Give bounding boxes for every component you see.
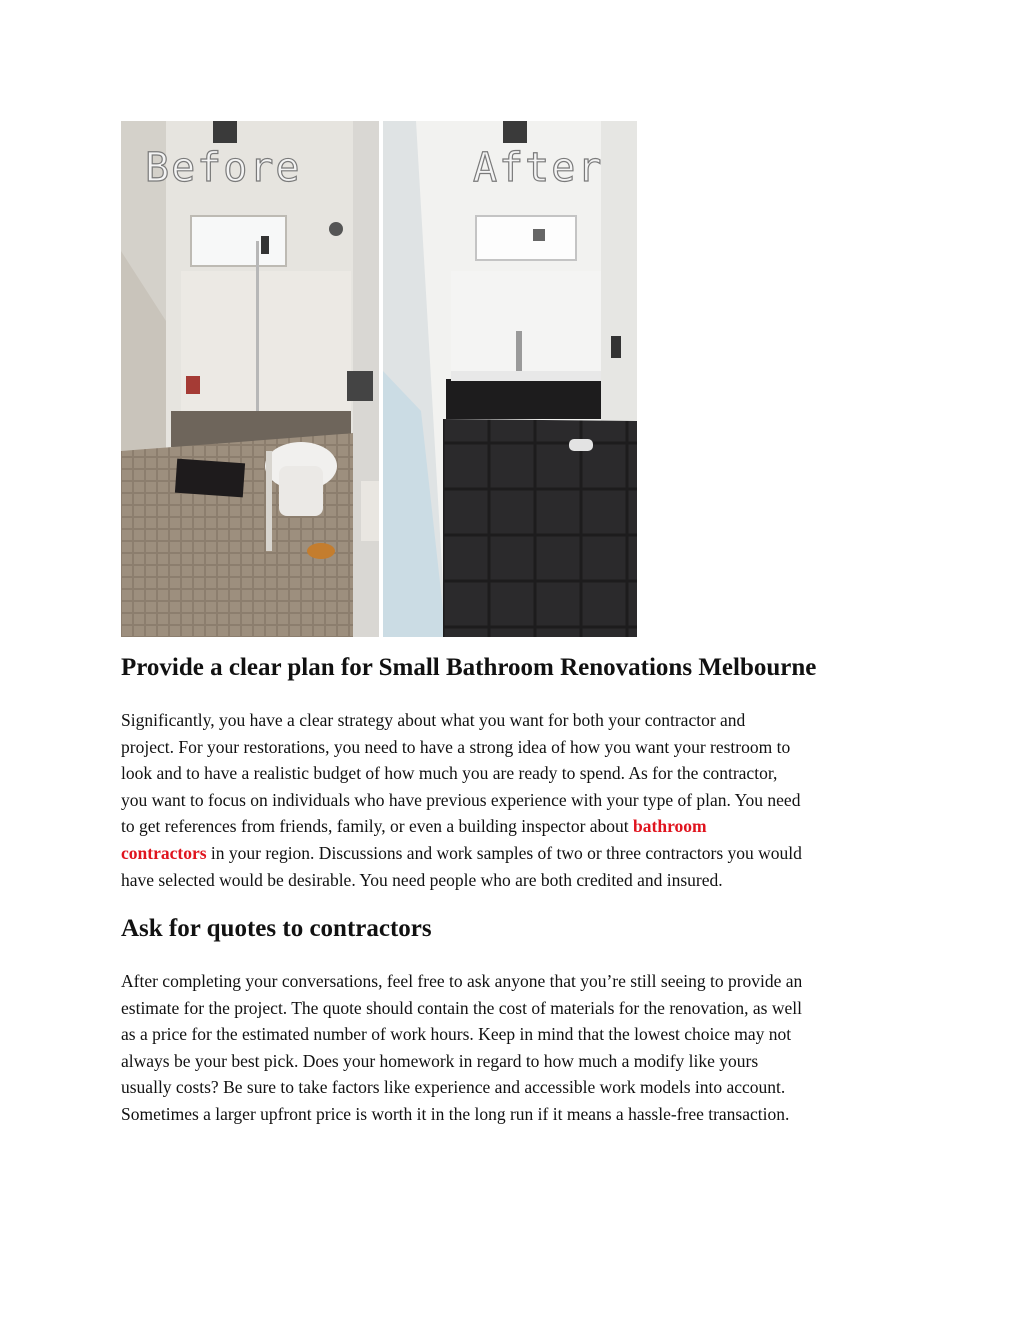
paragraph-line: look and to have a realistic budget of how much you are ready to spend. As for the contractor, <box>121 763 778 784</box>
bathroom-contractors-link[interactable]: bathroom <box>633 816 707 837</box>
paragraph-ask-for-quotes <box>121 968 921 1128</box>
paragraph-line: usually costs? Be sure to take factors like experience and accessible work models into account. <box>121 1077 786 1098</box>
paragraph-line: After completing your conversations, feel free to ask anyone that you’re still seeing to provide an <box>121 971 803 991</box>
paragraph-line <box>121 813 921 840</box>
paragraph-line: have selected would be desirable. You need people who are both credited and insured. <box>121 869 723 890</box>
paragraph-line: as a price for the estimated number of work hours. Keep in mind that the lowest choice may not <box>121 1024 792 1045</box>
after-label: After <box>473 145 604 191</box>
paragraph-line: project. For your restorations, you need to have a strong idea of how you want your restroom to <box>121 736 791 757</box>
paragraph-text: to get references from friends, family, or even a building inspector about <box>121 816 629 837</box>
paragraph-line: Significantly, you have a clear strategy about what you want for both your contractor and <box>121 710 746 730</box>
after-half <box>383 121 637 637</box>
paragraph-line: you want to focus on individuals who have previous experience with your type of plan. You need <box>121 789 801 810</box>
paragraph-line: Sometimes a larger upfront price is worth it in the long run if it means a hassle-free transaction. <box>121 1103 790 1124</box>
bathroom-contractors-link-continued[interactable]: contractors <box>121 842 207 863</box>
heading-clear-plan: Provide a clear plan for Small Bathroom Renovations Melbourne <box>121 654 817 681</box>
before-after-bathroom-photo <box>121 121 637 637</box>
paragraph-text: in your region. Discussions and work samples of two or three contractors you would <box>206 842 802 863</box>
paragraph-clear-plan <box>121 707 921 893</box>
paragraph-line: always be your best pick. Does your homework in regard to how much a modify like yours <box>121 1050 759 1071</box>
heading-ask-for-quotes: Ask for quotes to contractors <box>121 915 432 942</box>
paragraph-line <box>121 840 921 867</box>
before-half <box>121 121 381 637</box>
paragraph-line: estimate for the project. The quote should contain the cost of materials for the renovation, as well <box>121 997 802 1018</box>
before-label: Before <box>145 145 302 191</box>
